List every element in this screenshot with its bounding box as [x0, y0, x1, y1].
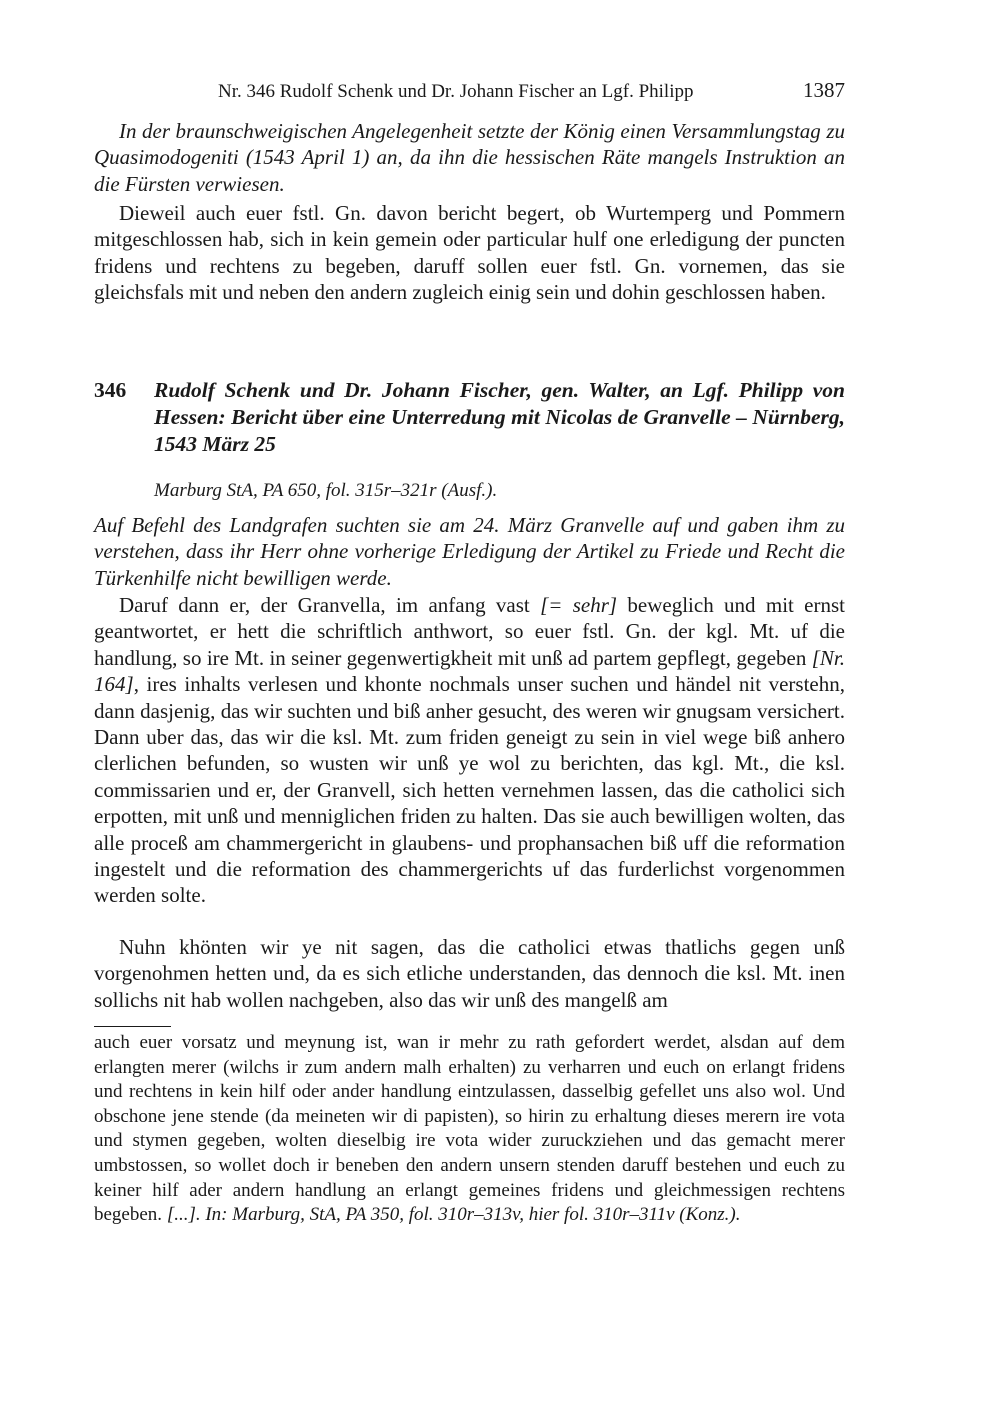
document-summary-text: Auf Befehl des Landgrafen suchten sie am 24. März Granvelle auf und gaben ihm zu verstehen, dass ihr Herr ohne vorherige Erledigung der Artikel zu Friede und Recht die Türkenhilfe nicht bewilligen werde.	[94, 513, 845, 590]
body-paragraph-2	[94, 934, 845, 1013]
archival-source: Marburg StA, PA 650, fol. 315r–321r (Ausf.).	[154, 480, 498, 501]
document-number: 346	[94, 378, 127, 402]
previous-summary	[94, 118, 845, 197]
footnote-text: auch euer vorsatz und meynung ist, wan ir mehr zu rath gefordert werdet, alsdan auf dem erlangten merer (wilchs ir zum andern malh erhalten) zu verharren und euch on erlangt fridens und rechtens in kein hilf oder ander handlung eintzulassen, dasselbig gefellet uns also wol. Und obschone jene stende (da meineten wir di papisten), so hirin zu erhaltung dieses merern ire vota und stymen gegeben, wolten dieselbig ire vota wider zuruckziehen und das gemacht merer umbstossen, so wollet doch ir beneben den andern unsern stenden daruff bestehen und euch zu keiner hilf ader andern handlung an erlangt gemeines fridens und gleichmessigen rechtens begeben.	[94, 1032, 845, 1226]
page-number: 1387	[803, 78, 845, 102]
footnote-citation: [...]. In: Marburg, StA, PA 350, fol. 310r–313v, hier fol. 310r–311v (Konz.).	[166, 1204, 741, 1226]
paragraph-text: , ires inhalts verlesen und khonte nochmals unser suchen und händel nit verstehn, dann dasjenig, das wir suchten und biß anher gesucht, des weren wir gnugsam versichert. Dann uber das, das wir die ksl. Mt. zum friden geneigt zu sein in viel wege biß anhero clerlichen befunden, so wusten wir unß ye wol zu berichten, das kgl. Mt., die ksl. commissarien und er, der Granvell, sich hetten vernehmen lassen, das die catholici sich erpotten, mit unß und menniglichen friden zu halten. Das sie auch bewilligen wolten, das alle proceß am chammergericht in glaubens- und prophansachen biß uff die reformation ingestelt und die reformation des chammergerichts uf das furderlichst vorgenommen werden solte.	[94, 672, 845, 908]
running-head-title: Nr. 346 Rudolf Schenk und Dr. Johann Fischer an Lgf. Philipp	[218, 81, 694, 102]
paragraph-text: beweglich und mit ernst geantwortet, er hett die schriftlich anthwort, so euer fstl. Gn. der kgl. Mt. uf die handlung, so ire Mt. in seiner gegenwertigkheit mit unß ad partem gepflegt, gegeben	[94, 593, 845, 670]
document-title: Rudolf Schenk und Dr. Johann Fischer, gen. Walter, an Lgf. Philipp von Hessen: Bericht über eine Unterredung mit Nicolas de Granvelle – Nürnberg, 1543 März 25	[154, 378, 845, 456]
footnote-divider	[94, 1026, 171, 1027]
previous-paragraph	[94, 200, 845, 306]
editorial-gloss: [= sehr]	[540, 593, 618, 617]
previous-paragraph-text: Dieweil auch euer fstl. Gn. davon bericht begert, ob Wurtemperg und Pommern mitgeschlossen hab, sich in kein gemein oder particular hulf one erledigung der puncten fridens und rechtens zu begeben, daruff sollen euer fstl. Gn. vornemen, das sie gleichsfals mit und neben den andern zugleich einig sein und dohin geschlossen haben.	[94, 201, 845, 305]
footnote	[94, 1031, 845, 1228]
cross-reference: [Nr. 164]	[94, 645, 845, 697]
document-summary	[94, 512, 845, 591]
body-paragraph-1	[94, 592, 845, 909]
paragraph-text: Daruf dann er, der Granvella, im anfang vast	[119, 593, 541, 617]
previous-summary-text: In der braunschweigischen Angelegenheit setzte der König einen Versammlungstag zu Quasimodogeniti (1543 April 1) an, da ihn die hessischen Räte mangels Instruktion an die Fürsten verwiesen.	[94, 119, 845, 196]
paragraph-text: Nuhn khönten wir ye nit sagen, das die catholici etwas thatlichs gegen unß vorgenohmen hetten und, da es sich etliche understanden, das dennoch die ksl. Mt. inen sollichs nit hab wollen nachgeben, also das wir unß des mangelß am	[94, 935, 845, 1012]
